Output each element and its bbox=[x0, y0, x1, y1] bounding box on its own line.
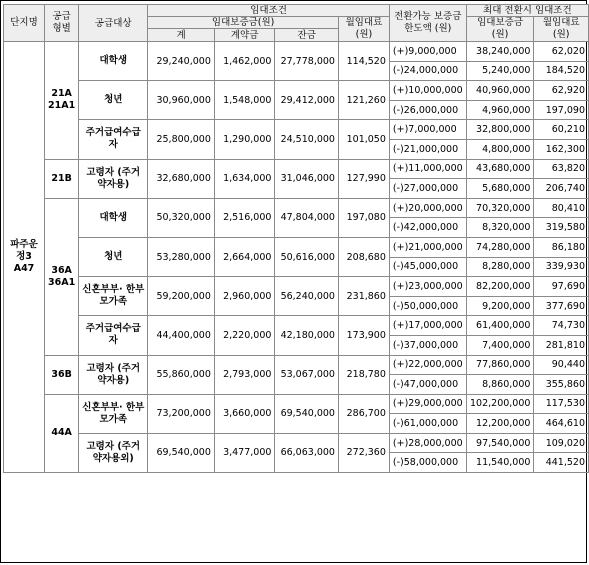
balance-cell: 53,067,000 bbox=[275, 355, 339, 394]
convertible-limit-cell: (-)61,000,000 bbox=[389, 414, 466, 434]
supply-type-cell: 21B bbox=[45, 159, 79, 198]
total-deposit-cell: 44,400,000 bbox=[148, 316, 215, 355]
max-deposit-cell: 11,540,000 bbox=[466, 453, 534, 473]
max-deposit-cell: 38,240,000 bbox=[466, 42, 534, 62]
total-deposit-cell: 73,200,000 bbox=[148, 394, 215, 433]
monthly-rent-cell: 173,900 bbox=[338, 316, 389, 355]
header-complex: 단지명 bbox=[4, 5, 45, 42]
supply-type-cell: 44A bbox=[45, 394, 79, 472]
convertible-limit-cell: (+)29,000,000 bbox=[389, 394, 466, 414]
monthly-rent-cell: 197,080 bbox=[338, 198, 389, 237]
target-cell: 주거급여수급자 bbox=[79, 120, 148, 159]
header-max-deposit: 임대보증금 (원) bbox=[466, 17, 534, 42]
max-deposit-cell: 4,800,000 bbox=[466, 139, 534, 159]
max-rent-cell: 441,520 bbox=[534, 453, 589, 473]
contract-cell: 2,960,000 bbox=[214, 277, 275, 316]
max-rent-cell: 464,610 bbox=[534, 414, 589, 434]
target-cell: 고령자 (주거약자용) bbox=[79, 355, 148, 394]
rental-conditions-table bbox=[3, 4, 589, 473]
max-deposit-cell: 70,320,000 bbox=[466, 198, 534, 218]
max-deposit-cell: 43,680,000 bbox=[466, 159, 534, 179]
convertible-limit-cell: (+)28,000,000 bbox=[389, 433, 466, 453]
max-deposit-cell: 8,280,000 bbox=[466, 257, 534, 277]
max-rent-cell: 97,690 bbox=[534, 277, 589, 297]
max-rent-cell: 162,300 bbox=[534, 139, 589, 159]
convertible-limit-cell: (-)21,000,000 bbox=[389, 139, 466, 159]
max-rent-cell: 63,820 bbox=[534, 159, 589, 179]
max-deposit-cell: 74,280,000 bbox=[466, 237, 534, 257]
total-deposit-cell: 59,200,000 bbox=[148, 277, 215, 316]
max-rent-cell: 86,180 bbox=[534, 237, 589, 257]
header-convertible-limit: 전환가능 보증금한도액 (원) bbox=[389, 5, 466, 42]
contract-cell: 2,793,000 bbox=[214, 355, 275, 394]
table-row bbox=[4, 394, 589, 414]
max-deposit-cell: 9,200,000 bbox=[466, 296, 534, 316]
target-cell: 대학생 bbox=[79, 42, 148, 81]
balance-cell: 66,063,000 bbox=[275, 433, 339, 472]
max-deposit-cell: 7,400,000 bbox=[466, 335, 534, 355]
convertible-limit-cell: (+)21,000,000 bbox=[389, 237, 466, 257]
contract-cell: 2,516,000 bbox=[214, 198, 275, 237]
max-deposit-cell: 32,800,000 bbox=[466, 120, 534, 140]
contract-cell: 1,462,000 bbox=[214, 42, 275, 81]
monthly-rent-cell: 101,050 bbox=[338, 120, 389, 159]
table-row bbox=[4, 198, 589, 218]
total-deposit-cell: 55,860,000 bbox=[148, 355, 215, 394]
header-max-conversion: 최대 전환시 임대조건 bbox=[466, 5, 588, 17]
header-total: 계 bbox=[148, 29, 215, 42]
max-deposit-cell: 8,320,000 bbox=[466, 218, 534, 238]
target-cell: 고령자 (주거약자용) bbox=[79, 159, 148, 198]
header-max-rent: 월임대료 (원) bbox=[534, 17, 589, 42]
contract-cell: 2,220,000 bbox=[214, 316, 275, 355]
max-rent-cell: 355,860 bbox=[534, 375, 589, 395]
max-deposit-cell: 4,960,000 bbox=[466, 100, 534, 120]
convertible-limit-cell: (+)23,000,000 bbox=[389, 277, 466, 297]
max-rent-cell: 117,530 bbox=[534, 394, 589, 414]
contract-cell: 3,477,000 bbox=[214, 433, 275, 472]
convertible-limit-cell: (-)47,000,000 bbox=[389, 375, 466, 395]
convertible-limit-cell: (-)27,000,000 bbox=[389, 179, 466, 199]
total-deposit-cell: 30,960,000 bbox=[148, 81, 215, 120]
table-row bbox=[4, 355, 589, 375]
convertible-limit-cell: (+)7,000,000 bbox=[389, 120, 466, 140]
supply-type-cell: 36A 36A1 bbox=[45, 198, 79, 355]
convertible-limit-cell: (+)22,000,000 bbox=[389, 355, 466, 375]
contract-cell: 1,290,000 bbox=[214, 120, 275, 159]
monthly-rent-cell: 208,680 bbox=[338, 237, 389, 276]
monthly-rent-cell: 286,700 bbox=[338, 394, 389, 433]
max-rent-cell: 206,740 bbox=[534, 179, 589, 199]
convertible-limit-cell: (-)45,000,000 bbox=[389, 257, 466, 277]
total-deposit-cell: 53,280,000 bbox=[148, 237, 215, 276]
monthly-rent-cell: 218,780 bbox=[338, 355, 389, 394]
balance-cell: 31,046,000 bbox=[275, 159, 339, 198]
max-deposit-cell: 12,200,000 bbox=[466, 414, 534, 434]
convertible-limit-cell: (+)17,000,000 bbox=[389, 316, 466, 336]
total-deposit-cell: 69,540,000 bbox=[148, 433, 215, 472]
balance-cell: 24,510,000 bbox=[275, 120, 339, 159]
max-rent-cell: 319,580 bbox=[534, 218, 589, 238]
convertible-limit-cell: (-)58,000,000 bbox=[389, 453, 466, 473]
complex-name-cell: 파주운정3 A47 bbox=[4, 42, 45, 473]
balance-cell: 47,804,000 bbox=[275, 198, 339, 237]
max-deposit-cell: 97,540,000 bbox=[466, 433, 534, 453]
contract-cell: 1,548,000 bbox=[214, 81, 275, 120]
monthly-rent-cell: 127,990 bbox=[338, 159, 389, 198]
balance-cell: 56,240,000 bbox=[275, 277, 339, 316]
target-cell: 청년 bbox=[79, 237, 148, 276]
max-rent-cell: 62,920 bbox=[534, 81, 589, 101]
header-contract: 계약금 bbox=[214, 29, 275, 42]
monthly-rent-cell: 121,260 bbox=[338, 81, 389, 120]
target-cell: 신혼부부· 한부모가족 bbox=[79, 277, 148, 316]
header-monthly-rent: 월임대료 (원) bbox=[338, 17, 389, 42]
max-rent-cell: 74,730 bbox=[534, 316, 589, 336]
table-row bbox=[4, 42, 589, 62]
table-header bbox=[4, 5, 589, 42]
convertible-limit-cell: (-)26,000,000 bbox=[389, 100, 466, 120]
total-deposit-cell: 25,800,000 bbox=[148, 120, 215, 159]
monthly-rent-cell: 114,520 bbox=[338, 42, 389, 81]
table-row bbox=[4, 159, 589, 179]
header-deposit-group: 임대보증금(원) bbox=[148, 17, 339, 29]
contract-cell: 2,664,000 bbox=[214, 237, 275, 276]
balance-cell: 50,616,000 bbox=[275, 237, 339, 276]
convertible-limit-cell: (+)9,000,000 bbox=[389, 42, 466, 62]
table-row bbox=[4, 277, 589, 297]
max-rent-cell: 197,090 bbox=[534, 100, 589, 120]
max-rent-cell: 109,020 bbox=[534, 433, 589, 453]
target-cell: 청년 bbox=[79, 81, 148, 120]
max-deposit-cell: 8,860,000 bbox=[466, 375, 534, 395]
max-deposit-cell: 5,240,000 bbox=[466, 61, 534, 81]
convertible-limit-cell: (+)11,000,000 bbox=[389, 159, 466, 179]
monthly-rent-cell: 231,860 bbox=[338, 277, 389, 316]
max-rent-cell: 62,020 bbox=[534, 42, 589, 62]
max-rent-cell: 339,930 bbox=[534, 257, 589, 277]
header-supply-type: 공급 형별 bbox=[45, 5, 79, 42]
target-cell: 주거급여수급자 bbox=[79, 316, 148, 355]
max-deposit-cell: 61,400,000 bbox=[466, 316, 534, 336]
table-body bbox=[4, 42, 589, 473]
total-deposit-cell: 29,240,000 bbox=[148, 42, 215, 81]
convertible-limit-cell: (+)20,000,000 bbox=[389, 198, 466, 218]
total-deposit-cell: 50,320,000 bbox=[148, 198, 215, 237]
header-rental-terms: 임대조건 bbox=[148, 5, 390, 17]
table-row bbox=[4, 237, 589, 257]
balance-cell: 29,412,000 bbox=[275, 81, 339, 120]
convertible-limit-cell: (+)10,000,000 bbox=[389, 81, 466, 101]
max-deposit-cell: 82,200,000 bbox=[466, 277, 534, 297]
table-row bbox=[4, 120, 589, 140]
max-rent-cell: 60,210 bbox=[534, 120, 589, 140]
balance-cell: 27,778,000 bbox=[275, 42, 339, 81]
max-rent-cell: 281,810 bbox=[534, 335, 589, 355]
target-cell: 고령자 (주거약자용외) bbox=[79, 433, 148, 472]
convertible-limit-cell: (-)37,000,000 bbox=[389, 335, 466, 355]
max-rent-cell: 80,410 bbox=[534, 198, 589, 218]
monthly-rent-cell: 272,360 bbox=[338, 433, 389, 472]
total-deposit-cell: 32,680,000 bbox=[148, 159, 215, 198]
max-deposit-cell: 5,680,000 bbox=[466, 179, 534, 199]
convertible-limit-cell: (-)42,000,000 bbox=[389, 218, 466, 238]
table-row bbox=[4, 316, 589, 336]
contract-cell: 1,634,000 bbox=[214, 159, 275, 198]
supply-type-cell: 21A 21A1 bbox=[45, 42, 79, 160]
max-rent-cell: 377,690 bbox=[534, 296, 589, 316]
balance-cell: 69,540,000 bbox=[275, 394, 339, 433]
target-cell: 대학생 bbox=[79, 198, 148, 237]
convertible-limit-cell: (-)24,000,000 bbox=[389, 61, 466, 81]
header-target: 공급대상 bbox=[79, 5, 148, 42]
header-balance: 잔금 bbox=[275, 29, 339, 42]
max-deposit-cell: 40,960,000 bbox=[466, 81, 534, 101]
contract-cell: 3,660,000 bbox=[214, 394, 275, 433]
max-deposit-cell: 102,200,000 bbox=[466, 394, 534, 414]
balance-cell: 42,180,000 bbox=[275, 316, 339, 355]
target-cell: 신혼부부· 한부모가족 bbox=[79, 394, 148, 433]
table-row bbox=[4, 81, 589, 101]
convertible-limit-cell: (-)50,000,000 bbox=[389, 296, 466, 316]
supply-type-cell: 36B bbox=[45, 355, 79, 394]
max-deposit-cell: 77,860,000 bbox=[466, 355, 534, 375]
max-rent-cell: 90,440 bbox=[534, 355, 589, 375]
max-rent-cell: 184,520 bbox=[534, 61, 589, 81]
table-row bbox=[4, 433, 589, 453]
